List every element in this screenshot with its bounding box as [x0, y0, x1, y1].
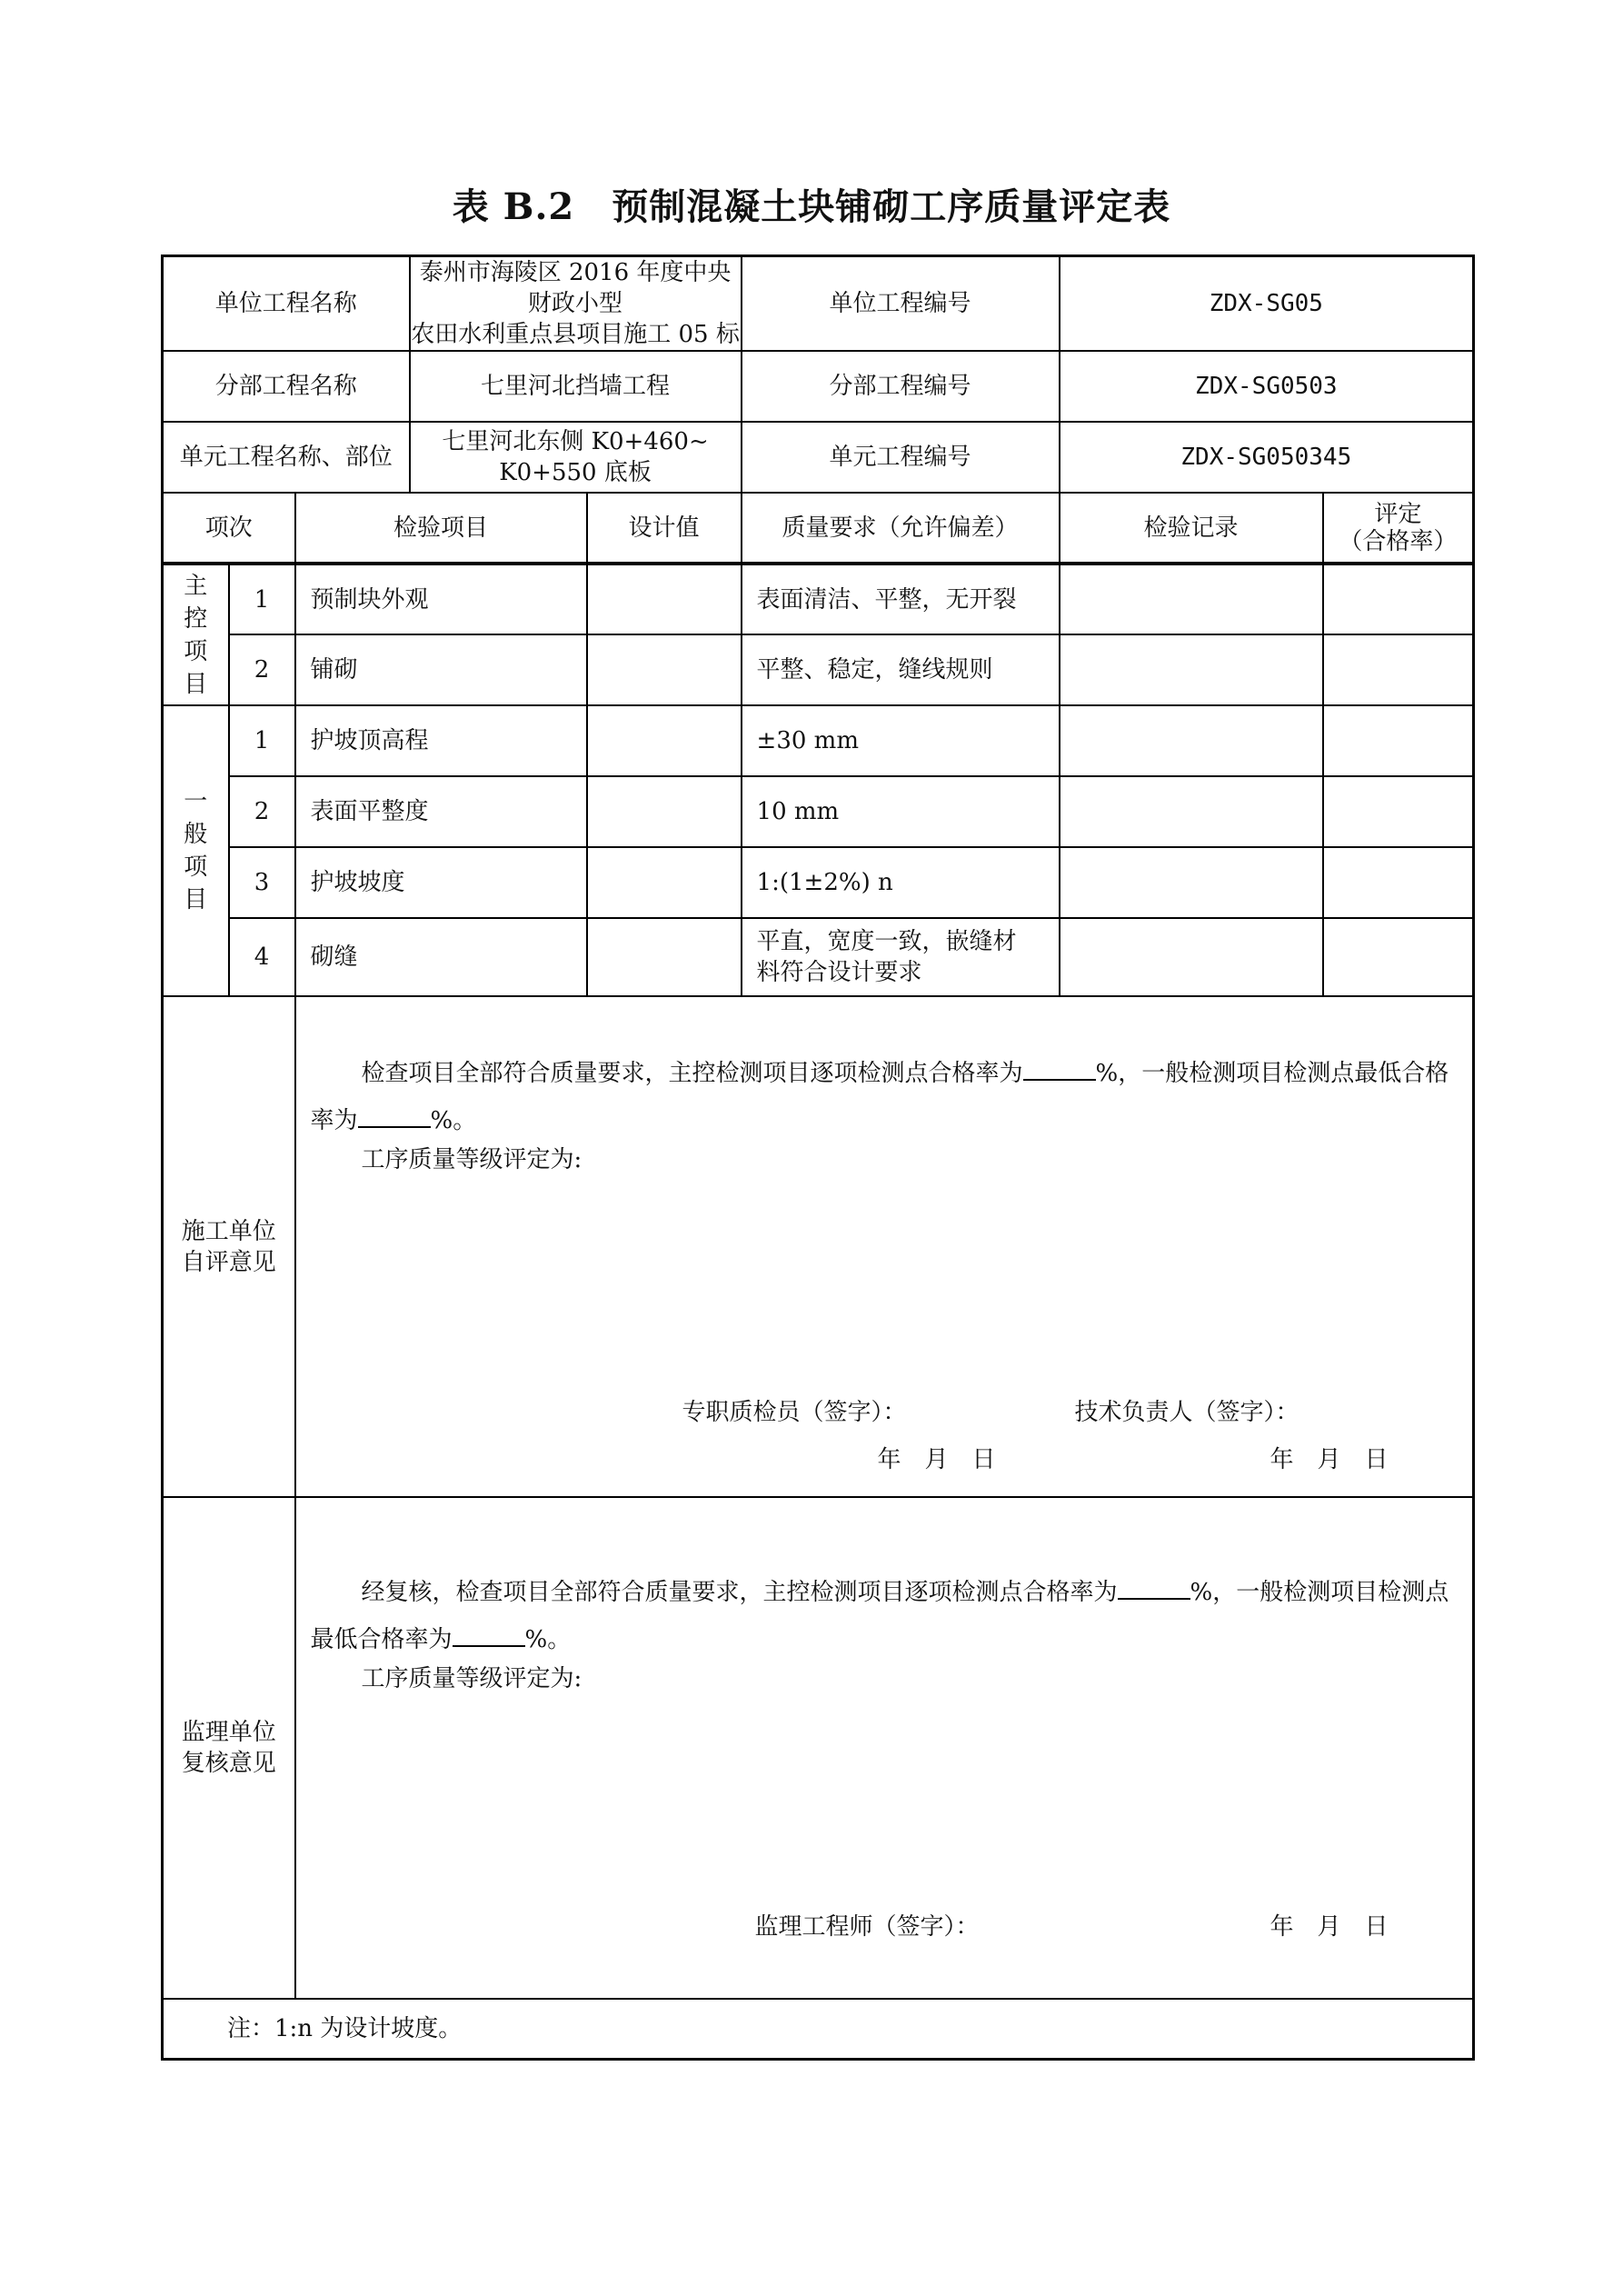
- table-row: [163, 776, 1474, 847]
- sub-project-code: ZDX-SG0503: [1060, 351, 1474, 422]
- self-eval-row: [163, 996, 1474, 1497]
- rating-cell[interactable]: [1323, 918, 1474, 996]
- check-item-name: 护坡顶高程: [295, 705, 587, 776]
- design-value-cell[interactable]: [587, 918, 742, 996]
- col-rating: 评定 （合格率）: [1323, 493, 1474, 564]
- unit-project-name-label: 单位工程名称: [163, 256, 410, 352]
- design-value-cell[interactable]: [587, 564, 742, 634]
- note-row: [163, 1999, 1474, 2059]
- record-cell[interactable]: [1060, 776, 1323, 847]
- sub-project-name-label: 分部工程名称: [163, 351, 410, 422]
- quality-req: 10 mm: [742, 776, 1060, 847]
- sub-project-code-label: 分部工程编号: [742, 351, 1060, 422]
- record-cell[interactable]: [1060, 918, 1323, 996]
- col-design-value: 设计值: [587, 493, 742, 564]
- record-cell[interactable]: [1060, 634, 1323, 705]
- unit-project-row: [163, 256, 1474, 352]
- item-no: 1: [229, 705, 295, 776]
- supervise-eval-label: 监理单位 复核意见: [163, 1497, 295, 1999]
- supervise-eval-text: 经复核，检查项目全部符合质量要求，主控检测项目逐项检测点合格率为 %，一般检测项目检测点最低合格率为 %。: [311, 1569, 1459, 1663]
- check-item-name: 铺砌: [295, 634, 587, 705]
- sub-project-row: [163, 351, 1474, 422]
- engineer-signature-label: 监理工程师（签字）：: [754, 1913, 980, 1941]
- quality-req: 平整、稳定，缝线规则: [742, 634, 1060, 705]
- col-check-item: 检验项目: [295, 493, 587, 564]
- page-title: 表 B.2 预制混凝土块铺砌工序质量评定表: [452, 185, 1171, 228]
- table-row: [163, 634, 1474, 705]
- design-value-cell[interactable]: [587, 847, 742, 918]
- self-eval-grade: 工序质量等级评定为:: [361, 1146, 582, 1173]
- record-cell[interactable]: [1060, 705, 1323, 776]
- column-header-row: [163, 493, 1474, 564]
- unit-project-code-label: 单位工程编号: [742, 256, 1060, 352]
- sub-project-name: 七里河北挡墙工程: [410, 351, 742, 422]
- supervise-eval-row: [163, 1497, 1474, 1999]
- table-row: [163, 918, 1474, 996]
- quality-req: 表面清洁、平整，无开裂: [742, 564, 1060, 634]
- rating-cell[interactable]: [1323, 776, 1474, 847]
- design-value-cell[interactable]: [587, 634, 742, 705]
- rating-cell[interactable]: [1323, 564, 1474, 634]
- item-no: 2: [229, 776, 295, 847]
- quality-req: 1:(1±2%) n: [742, 847, 1060, 918]
- self-eval-text: 检查项目全部符合质量要求，主控检测项目逐项检测点合格率为 %，一般检测项目检测点最低合格率为 %。: [311, 1050, 1459, 1144]
- item-no: 1: [229, 564, 295, 634]
- element-project-row: [163, 422, 1474, 493]
- general-pass-rate-blank[interactable]: [453, 1622, 525, 1647]
- engineer-date: 年 月 日: [1270, 1913, 1389, 1941]
- general-group-label: 一 般 项 目: [163, 705, 229, 996]
- rating-cell[interactable]: [1323, 634, 1474, 705]
- main-pass-rate-blank[interactable]: [1118, 1574, 1190, 1600]
- supervise-eval-body: [295, 1497, 1474, 1999]
- tech-lead-signature-label: 技术负责人（签字）：: [1074, 1399, 1299, 1426]
- general-pass-rate-blank[interactable]: [358, 1103, 431, 1128]
- table-row: [163, 705, 1474, 776]
- col-record: 检验记录: [1060, 493, 1323, 564]
- check-item-name: 表面平整度: [295, 776, 587, 847]
- supervise-eval-grade: 工序质量等级评定为:: [361, 1665, 582, 1692]
- unit-project-code: ZDX-SG05: [1060, 256, 1474, 352]
- item-no: 4: [229, 918, 295, 996]
- col-quality-req: 质量要求（允许偏差）: [742, 493, 1060, 564]
- quality-req: 平直，宽度一致，嵌缝材 料符合设计要求: [742, 918, 1060, 996]
- item-no: 3: [229, 847, 295, 918]
- quality-form-table: [161, 255, 1475, 2061]
- unit-project-name: 泰州市海陵区 2016 年度中央财政小型 农田水利重点县项目施工 05 标: [410, 256, 742, 352]
- inspector-date: 年 月 日: [877, 1446, 996, 1473]
- table-row: [163, 847, 1474, 918]
- element-project-code-label: 单元工程编号: [742, 422, 1060, 493]
- check-item-name: 护坡坡度: [295, 847, 587, 918]
- element-project-name: 七里河北东侧 K0+460~ K0+550 底板: [410, 422, 742, 493]
- rating-cell[interactable]: [1323, 705, 1474, 776]
- check-item-name: 预制块外观: [295, 564, 587, 634]
- col-item-no: 项次: [163, 493, 295, 564]
- element-project-name-label: 单元工程名称、部位: [163, 422, 410, 493]
- inspector-signature-label: 专职质检员（签字）：: [682, 1399, 907, 1426]
- table-row: [163, 564, 1474, 634]
- design-value-cell[interactable]: [587, 776, 742, 847]
- record-cell[interactable]: [1060, 847, 1323, 918]
- note: 注：1:n 为设计坡度。: [163, 1999, 1474, 2059]
- item-no: 2: [229, 634, 295, 705]
- design-value-cell[interactable]: [587, 705, 742, 776]
- main-group-label: 主 控 项 目: [163, 564, 229, 705]
- self-eval-label: 施工单位 自评意见: [163, 996, 295, 1497]
- main-pass-rate-blank[interactable]: [1023, 1055, 1096, 1081]
- quality-req: ±30 mm: [742, 705, 1060, 776]
- element-project-code: ZDX-SG050345: [1060, 422, 1474, 493]
- rating-cell[interactable]: [1323, 847, 1474, 918]
- check-item-name: 砌缝: [295, 918, 587, 996]
- self-eval-body: [295, 996, 1474, 1497]
- record-cell[interactable]: [1060, 564, 1323, 634]
- tech-lead-date: 年 月 日: [1270, 1446, 1389, 1473]
